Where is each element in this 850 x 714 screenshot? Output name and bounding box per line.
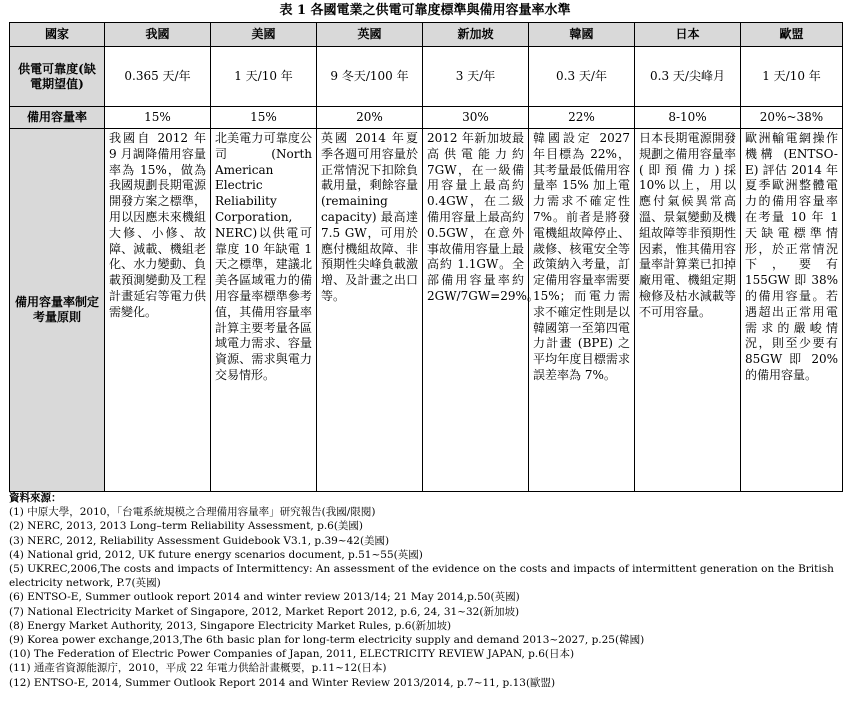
cell-principle-eu — [741, 129, 843, 492]
principle-text: 北美電力可靠度公司 (North American Electric Reliability Corporation, NERC)以供電可靠度 10 年缺電 1 天之標準，建議北美各區域電力的備用容量率標準參考值，其備用容量率計算主要考量各區域電力需求、容量資源、需求與電力交易情形。 — [215, 131, 312, 382]
source-item: (12) ENTSO-E, 2014, Summer Outlook Report 2014 and Winter Review 2013/2014, p.7~11, p.13(歐盟) — [9, 676, 556, 689]
header-usa: 美國 — [211, 23, 317, 47]
header-singapore: 新加坡 — [423, 23, 529, 47]
header-row — [10, 23, 843, 47]
principle-text: 歐洲輸電網操作機構 (ENTSO-E) 評估 2014 年夏季歐洲整體電力的備用容量率在考量 10 年 1 天缺電標準情形，於正常情況下，要有 155GW 即 38% 的備用容量。若遇超出正常用電需求的嚴峻情況，則至少要有 85GW 即 20% 的備用容量。 — [745, 131, 838, 382]
header-taiwan: 我國 — [105, 23, 211, 47]
row-label-reliability: 供電可靠度(缺電期望值) — [10, 47, 105, 107]
header-korea: 韓國 — [529, 23, 635, 47]
row-label-reserve: 備用容量率 — [10, 107, 105, 129]
sources-section — [9, 491, 842, 690]
cell-reserve-usa: 15% — [211, 107, 317, 129]
cell-reliability-japan: 0.3 天/尖峰月 — [635, 47, 741, 107]
source-item: (9) Korea power exchange,2013,The 6th basic plan for long-term electricity supply and demand 2013~2027, p.25(韓國) — [9, 634, 645, 647]
source-item: (1) 中原大學，2010，「台電系統規模之合理備用容量率」研究報告(我國/限閱) — [9, 506, 376, 519]
sources-heading: 資料來源： — [9, 492, 62, 504]
source-item: (6) ENTSO-E, Summer outlook report 2014 and winter review 2013/14; 21 May 2014,p.50(英國) — [9, 591, 520, 604]
cell-reserve-korea: 22% — [529, 107, 635, 129]
header-eu: 歐盟 — [741, 23, 843, 47]
table-row — [10, 47, 843, 107]
cell-principle-korea — [529, 129, 635, 492]
cell-principle-usa — [211, 129, 317, 492]
header-country: 國家 — [10, 23, 105, 47]
cell-reliability-singapore: 3 天/年 — [423, 47, 529, 107]
principle-text: 英國 2014 年夏季各週可用容量於正常情況下扣除負載用量，剩餘容量 (remaining capacity) 最高達 7.5 GW，可用於應付機組故障、非預期性尖峰負載激增、及計畫之出口等。 — [321, 131, 418, 303]
cell-reserve-japan: 8-10% — [635, 107, 741, 129]
table-row — [10, 129, 843, 492]
source-item: (4) National grid, 2012, UK future energy scenarios document, p.51~55(英國) — [9, 548, 423, 561]
principle-text: 我國自 2012 年 9 月調降備用容量率為 15%，做為我國規劃長期電源開發方案之標準，用以因應未來機組大修、小修、故障、減載、機組老化、水力變動、負載預測變動及工程計畫延宕等電力供需變化。 — [109, 131, 206, 319]
source-item: (10) The Federation of Electric Power Companies of Japan, 2011, ELECTRICITY REVIEW JAPAN, p.6(日本) — [9, 648, 575, 661]
cell-principle-uk — [317, 129, 423, 492]
cell-reserve-taiwan: 15% — [105, 107, 211, 129]
cell-reliability-taiwan: 0.365 天/年 — [105, 47, 211, 107]
source-item: (7) National Electricity Market of Singapore, 2012, Market Report 2012, p.6, 24, 31~32(新加坡) — [9, 605, 520, 618]
source-item: (8) Energy Market Authority, 2013, Singapore Electricity Market Rules, p.6(新加坡) — [9, 619, 452, 632]
cell-reliability-uk: 9 冬天/100 年 — [317, 47, 423, 107]
cell-principle-japan — [635, 129, 741, 492]
principle-text: 2012 年新加坡最高供電能力約 7GW，在一級備用容量上最高約 0.4GW，在二級備用容量上最高約 0.5GW，在意外事故備用容量上最高約 1.1GW。全部備用容量率約 2GW/7GW=29%。 — [427, 131, 539, 303]
source-item: (5) UKREC,2006,The costs and impacts of Intermittency: An assessment of the evidence on the costs and impacts of intermittent generation on the British electricity network, P.7(英國) — [9, 563, 834, 590]
principle-text: 韓國設定 2027 年目標為 22%，其考量最低備用容量率 15% 加上電力需求不確定性 7%。前者是將發電機組故障停止、歲修、核電安全等政策納入考量，訂定備用容量率需要 15%；而電力需求不確定性則是以韓國第一至第四電力計畫 (BPE) 之平均年度目標需求誤差率為 7%。 — [533, 131, 630, 382]
principle-text: 日本長期電源開發規劃之備用容量率(即預備力)採 10%以上，用以應付氣候異常高溫、景氣變動及機組故障等非預期性因素，惟其備用容量率計算業已扣掉廠用電、機組定期檢修及枯水減載等不可用容量。 — [639, 131, 736, 319]
cell-reserve-singapore: 30% — [423, 107, 529, 129]
cell-reserve-eu: 20%~38% — [741, 107, 843, 129]
cell-principle-taiwan — [105, 129, 211, 492]
reliability-table — [9, 22, 843, 492]
cell-reserve-uk: 20% — [317, 107, 423, 129]
table-title: 表 1 各國電業之供電可靠度標準與備用容量率水準 — [279, 3, 571, 18]
source-item: (11) 通產省資源能源庁，2010，平成 22 年電力供給計畫概要，p.11~12(日本) — [9, 662, 387, 675]
header-uk: 英國 — [317, 23, 423, 47]
cell-reliability-usa: 1 天/10 年 — [211, 47, 317, 107]
row-label-principle: 備用容量率制定考量原則 — [10, 129, 105, 492]
source-item: (2) NERC, 2013, 2013 Long–term Reliability Assessment, p.6(美國) — [9, 520, 364, 533]
header-japan: 日本 — [635, 23, 741, 47]
cell-principle-singapore — [423, 129, 539, 492]
source-item: (3) NERC, 2012, Reliability Assessment Guidebook V3.1, p.39~42(美國) — [9, 534, 390, 547]
table-row — [10, 107, 843, 129]
cell-reliability-eu: 1 天/10 年 — [741, 47, 843, 107]
cell-reliability-korea: 0.3 天/年 — [529, 47, 635, 107]
